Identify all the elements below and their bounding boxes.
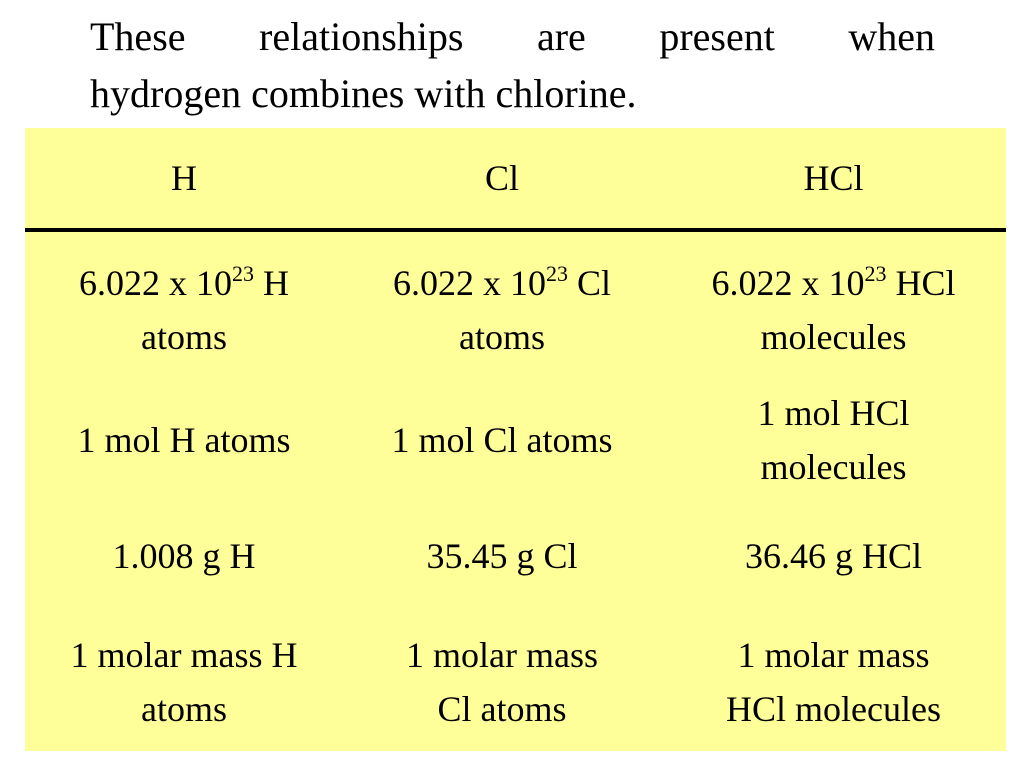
intro-line-2: hydrogen combines with chlorine. (90, 71, 637, 116)
relationships-table (25, 128, 1006, 752)
cell-h-grams: 1.008 g H (112, 536, 256, 576)
cell-cl-grams: 35.45 g Cl (426, 536, 578, 576)
cell-cl-particles: 6.022 x $10^{23}$ Cl atoms (392, 261, 611, 357)
table-header-row (25, 128, 1006, 230)
cell-hcl-molar-mass: 1 molar mass HCl molecules (726, 635, 941, 729)
cell-hcl-particles: 6.022 x $10^{23}$ HCl molecules (711, 261, 956, 357)
table-row-grams (25, 500, 1006, 612)
cell-hcl-moles: 1 mol HCl molecules (757, 393, 910, 487)
cell-cl-moles: 1 mol Cl atoms (391, 420, 613, 460)
cell-h-particles: 6.022 x $10^{23}$ H atoms (79, 261, 289, 357)
header-h: H (25, 128, 343, 230)
cell-h-moles: 1 mol H atoms (77, 420, 291, 460)
header-cl: Cl (343, 128, 661, 230)
table-row-particles (25, 230, 1006, 380)
cell-cl-molar-mass: 1 molar mass Cl atoms (406, 635, 598, 729)
header-hcl: HCl (661, 128, 1006, 230)
cell-h-molar-mass: 1 molar mass H atoms (70, 635, 298, 729)
relationships-table-panel (25, 128, 1006, 751)
cell-hcl-grams: 36.46 g HCl (744, 536, 922, 576)
intro-line-1: These relationships are present when (90, 14, 935, 59)
intro-text (90, 8, 935, 122)
table-row-moles (25, 380, 1006, 500)
table-row-molar-mass (25, 612, 1006, 752)
